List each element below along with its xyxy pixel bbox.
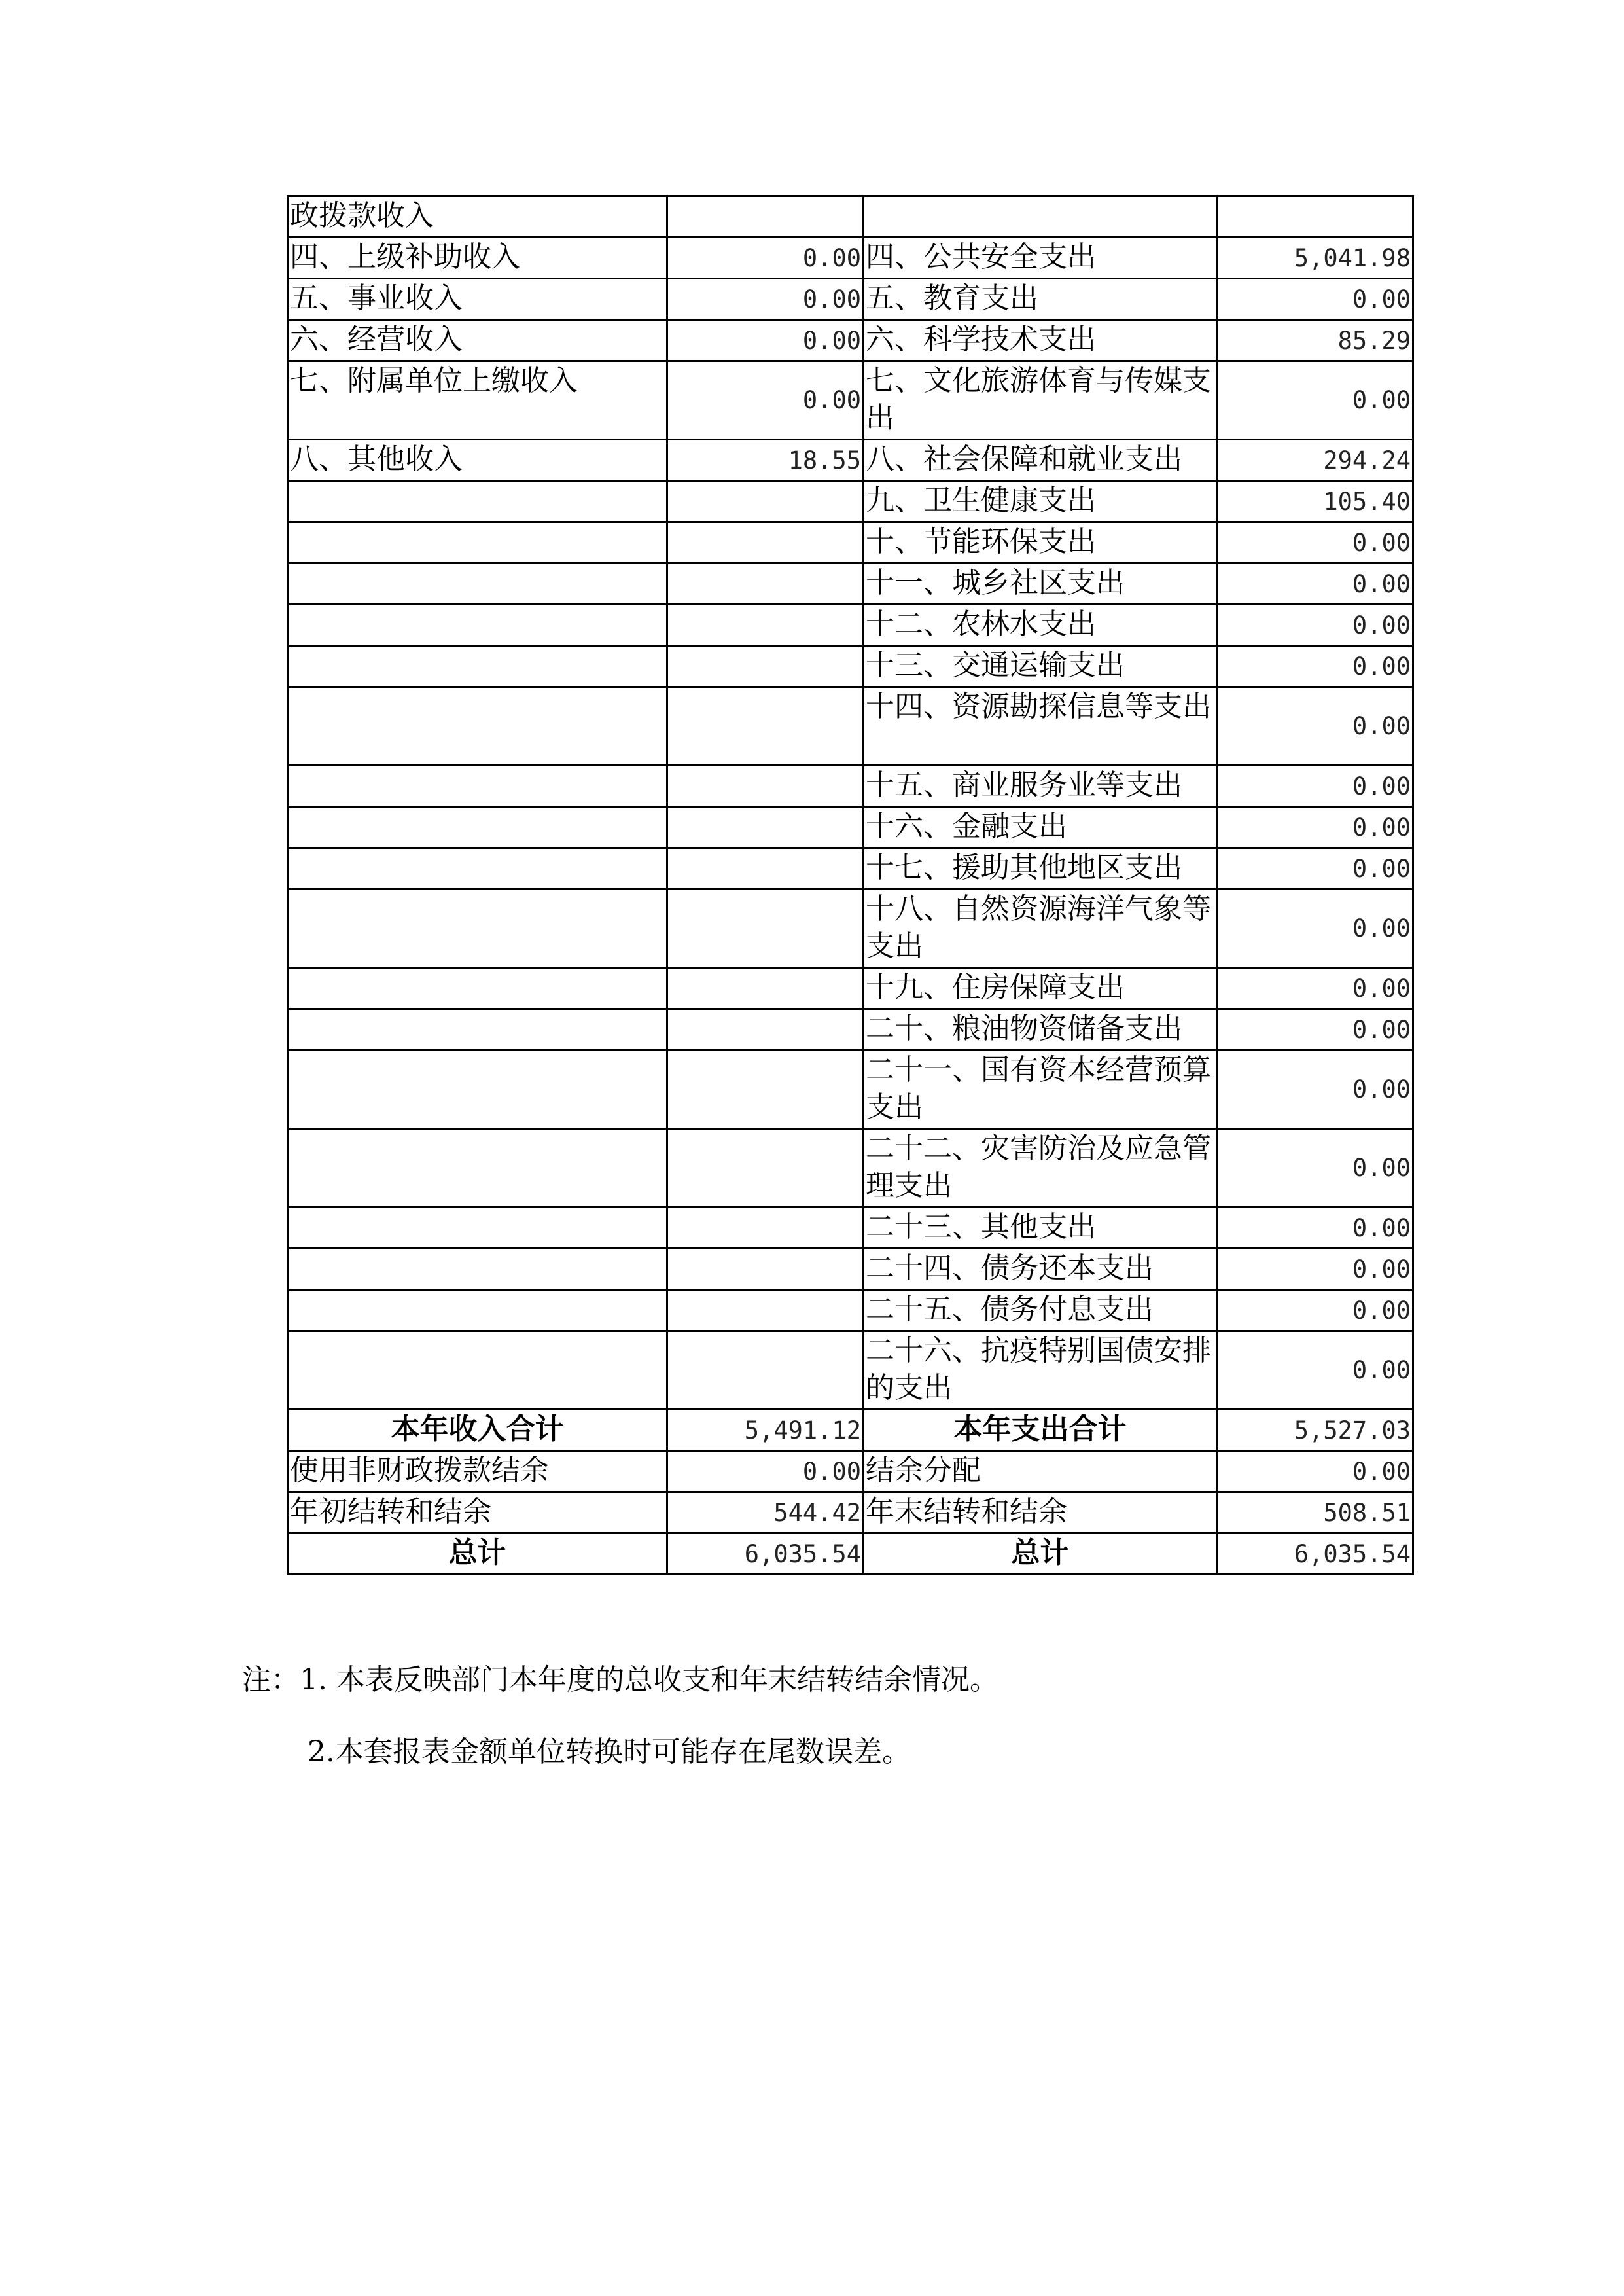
income-item-label: 七、附属单位上缴收入 <box>288 361 667 440</box>
expenditure-item-label: 二十五、债务付息支出 <box>864 1290 1217 1331</box>
expenditure-item-amount: 0.00 <box>1217 279 1413 320</box>
expenditure-item-amount <box>1217 196 1413 238</box>
expenditure-item-amount: 0.00 <box>1217 1129 1413 1208</box>
expenditure-item-label: 二十六、抗疫特别国债安排的支出 <box>864 1331 1217 1410</box>
income-item-label: 四、上级补助收入 <box>288 238 667 279</box>
income-item-amount: 0.00 <box>667 279 864 320</box>
income-item-amount: 0.00 <box>667 361 864 440</box>
expenditure-item-amount: 0.00 <box>1217 1290 1413 1331</box>
income-item-amount <box>667 968 864 1009</box>
income-item-label <box>288 1129 667 1208</box>
table-row <box>288 1331 1413 1410</box>
income-item-amount <box>667 889 864 968</box>
expenditure-item-label: 五、教育支出 <box>864 279 1217 320</box>
income-item-label <box>288 1290 667 1331</box>
table-row <box>288 807 1413 848</box>
income-item-label: 六、经营收入 <box>288 320 667 361</box>
table-row <box>288 564 1413 605</box>
expenditure-item-amount: 0.00 <box>1217 1050 1413 1129</box>
expenditure-item-amount: 0.00 <box>1217 807 1413 848</box>
income-item-label <box>288 1050 667 1129</box>
income-item-amount <box>667 687 864 766</box>
income-item-label <box>288 848 667 889</box>
expenditure-item-amount: 0.00 <box>1217 1249 1413 1290</box>
summary-expenditure-amount: 0.00 <box>1217 1451 1413 1492</box>
table-row <box>288 1249 1413 1290</box>
table-row <box>288 361 1413 440</box>
summary-income-label: 年初结转和结余 <box>288 1492 667 1534</box>
summary-expenditure-amount: 508.51 <box>1217 1492 1413 1534</box>
income-item-amount <box>667 1208 864 1249</box>
income-item-amount: 18.55 <box>667 440 864 481</box>
income-item-label <box>288 766 667 807</box>
income-item-amount <box>667 605 864 646</box>
summary-expenditure-label: 年末结转和结余 <box>864 1492 1217 1534</box>
income-item-label <box>288 605 667 646</box>
expenditure-item-amount: 0.00 <box>1217 968 1413 1009</box>
expenditure-item-label: 十九、住房保障支出 <box>864 968 1217 1009</box>
income-item-label <box>288 1249 667 1290</box>
note-line-2: 2.本套报表金额单位转换时可能存在尾数误差。 <box>308 1735 911 1768</box>
income-item-label <box>288 889 667 968</box>
income-item-label <box>288 807 667 848</box>
income-item-amount <box>667 1290 864 1331</box>
summary-income-label: 本年收入合计 <box>288 1410 667 1451</box>
table-row <box>288 687 1413 766</box>
summary-income-label: 总计 <box>288 1534 667 1575</box>
expenditure-item-amount: 0.00 <box>1217 1208 1413 1249</box>
income-item-amount <box>667 766 864 807</box>
income-item-label <box>288 968 667 1009</box>
summary-expenditure-amount: 6,035.54 <box>1217 1534 1413 1575</box>
expenditure-item-label: 十、节能环保支出 <box>864 522 1217 564</box>
table-row <box>288 1208 1413 1249</box>
summary-income-label: 使用非财政拨款结余 <box>288 1451 667 1492</box>
income-item-amount <box>667 1249 864 1290</box>
income-item-label <box>288 481 667 522</box>
expenditure-item-label: 二十三、其他支出 <box>864 1208 1217 1249</box>
expenditure-item-label: 二十、粮油物资储备支出 <box>864 1009 1217 1050</box>
table-row <box>288 522 1413 564</box>
expenditure-item-amount: 0.00 <box>1217 1009 1413 1050</box>
summary-expenditure-label: 结余分配 <box>864 1451 1217 1492</box>
summary-expenditure-label: 本年支出合计 <box>864 1410 1217 1451</box>
table-row <box>288 1050 1413 1129</box>
summary-income-amount: 6,035.54 <box>667 1534 864 1575</box>
income-item-amount <box>667 522 864 564</box>
expenditure-item-amount: 0.00 <box>1217 848 1413 889</box>
income-item-amount <box>667 1050 864 1129</box>
table-row <box>288 968 1413 1009</box>
summary-row <box>288 1451 1413 1492</box>
expenditure-item-amount: 0.00 <box>1217 605 1413 646</box>
expenditure-item-label: 十六、金融支出 <box>864 807 1217 848</box>
income-item-amount <box>667 196 864 238</box>
expenditure-item-label: 十四、资源勘探信息等支出 <box>864 687 1217 766</box>
income-expenditure-table <box>287 195 1414 1575</box>
table-row <box>288 238 1413 279</box>
summary-row <box>288 1492 1413 1534</box>
expenditure-item-label: 八、社会保障和就业支出 <box>864 440 1217 481</box>
table-row <box>288 889 1413 968</box>
table-row <box>288 1009 1413 1050</box>
table-row <box>288 320 1413 361</box>
summary-row <box>288 1410 1413 1451</box>
table-row <box>288 605 1413 646</box>
expenditure-item-label: 十二、农林水支出 <box>864 605 1217 646</box>
summary-expenditure-label: 总计 <box>864 1534 1217 1575</box>
expenditure-item-amount: 5,041.98 <box>1217 238 1413 279</box>
expenditure-item-label: 四、公共安全支出 <box>864 238 1217 279</box>
expenditure-item-label: 十五、商业服务业等支出 <box>864 766 1217 807</box>
expenditure-item-label <box>864 196 1217 238</box>
income-item-label <box>288 522 667 564</box>
table-row <box>288 196 1413 238</box>
income-item-amount <box>667 646 864 687</box>
expenditure-item-amount: 85.29 <box>1217 320 1413 361</box>
summary-income-amount: 0.00 <box>667 1451 864 1492</box>
income-item-amount <box>667 848 864 889</box>
income-item-label: 八、其他收入 <box>288 440 667 481</box>
income-item-label <box>288 1331 667 1410</box>
table-body <box>288 196 1413 1575</box>
table-row <box>288 766 1413 807</box>
expenditure-item-label: 十一、城乡社区支出 <box>864 564 1217 605</box>
expenditure-item-label: 六、科学技术支出 <box>864 320 1217 361</box>
income-item-label <box>288 1208 667 1249</box>
income-item-label <box>288 687 667 766</box>
expenditure-item-label: 九、卫生健康支出 <box>864 481 1217 522</box>
income-item-amount <box>667 564 864 605</box>
income-item-amount <box>667 807 864 848</box>
expenditure-item-amount: 0.00 <box>1217 687 1413 766</box>
expenditure-item-label: 十八、自然资源海洋气象等支出 <box>864 889 1217 968</box>
table-row <box>288 848 1413 889</box>
summary-expenditure-amount: 5,527.03 <box>1217 1410 1413 1451</box>
income-item-label: 政拨款收入 <box>288 196 667 238</box>
expenditure-item-label: 二十一、国有资本经营预算支出 <box>864 1050 1217 1129</box>
summary-row <box>288 1534 1413 1575</box>
expenditure-item-amount: 0.00 <box>1217 564 1413 605</box>
expenditure-item-label: 十七、援助其他地区支出 <box>864 848 1217 889</box>
table-row <box>288 481 1413 522</box>
income-item-label <box>288 1009 667 1050</box>
income-item-amount: 0.00 <box>667 320 864 361</box>
expenditure-item-label: 二十四、债务还本支出 <box>864 1249 1217 1290</box>
expenditure-item-label: 七、文化旅游体育与传媒支出 <box>864 361 1217 440</box>
expenditure-item-amount: 0.00 <box>1217 522 1413 564</box>
income-item-label <box>288 564 667 605</box>
note-line-1: 注：1. 本表反映部门本年度的总收支和年末结转结余情况。 <box>242 1663 998 1696</box>
income-item-label <box>288 646 667 687</box>
expenditure-item-amount: 105.40 <box>1217 481 1413 522</box>
income-item-amount <box>667 1129 864 1208</box>
expenditure-item-amount: 294.24 <box>1217 440 1413 481</box>
table-row <box>288 646 1413 687</box>
table-row <box>288 279 1413 320</box>
summary-income-amount: 5,491.12 <box>667 1410 864 1451</box>
expenditure-item-amount: 0.00 <box>1217 1331 1413 1410</box>
expenditure-item-amount: 0.00 <box>1217 646 1413 687</box>
expenditure-item-amount: 0.00 <box>1217 361 1413 440</box>
income-item-amount <box>667 1331 864 1410</box>
income-item-amount: 0.00 <box>667 238 864 279</box>
expenditure-item-amount: 0.00 <box>1217 766 1413 807</box>
income-item-amount <box>667 1009 864 1050</box>
income-item-amount <box>667 481 864 522</box>
summary-income-amount: 544.42 <box>667 1492 864 1534</box>
table-row <box>288 440 1413 481</box>
income-item-label: 五、事业收入 <box>288 279 667 320</box>
table-row <box>288 1129 1413 1208</box>
table-row <box>288 1290 1413 1331</box>
expenditure-item-label: 十三、交通运输支出 <box>864 646 1217 687</box>
expenditure-item-label: 二十二、灾害防治及应急管理支出 <box>864 1129 1217 1208</box>
expenditure-item-amount: 0.00 <box>1217 889 1413 968</box>
